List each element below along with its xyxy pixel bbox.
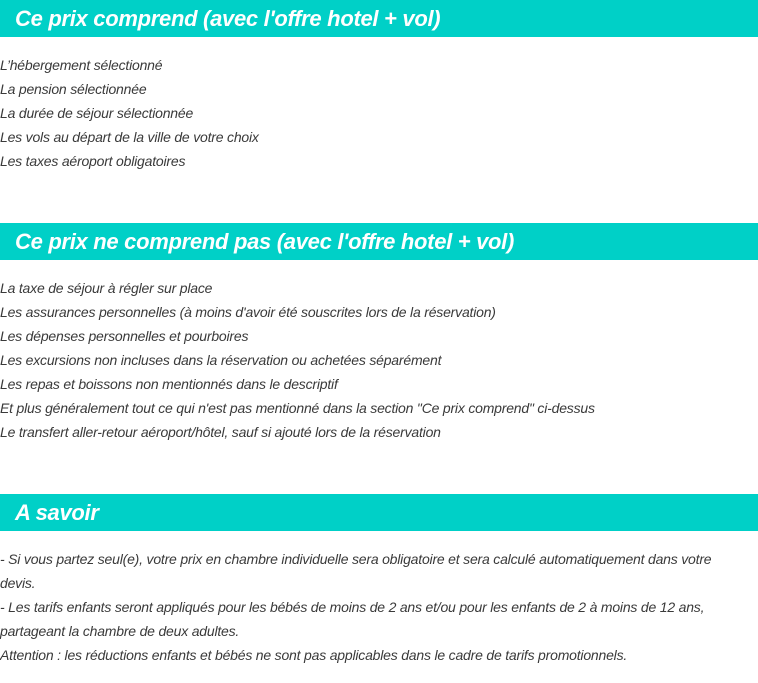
excluded-list [0, 276, 595, 444]
list-item: Les excursions non incluses dans la réservation ou achetées séparément [0, 352, 442, 368]
list-item: La durée de séjour sélectionnée [0, 105, 194, 121]
info-paragraph-children: - Les tarifs enfants seront appliqués pour les bébés de moins de 2 ans et/ou pour les enfants de 2 à moins de 12 ans, partageant la chambre de deux adultes. [0, 599, 705, 639]
list-item: L’hébergement sélectionné [0, 57, 163, 73]
list-item: Les taxes aéroport obligatoires [0, 153, 186, 169]
list-item: Les assurances personnelles (à moins d'avoir été souscrites lors de la réservation) [0, 304, 496, 320]
section-header-to-know [0, 494, 758, 531]
section-title-included: Ce prix comprend (avec l'offre hotel + vol) [15, 5, 441, 31]
section-title-to-know: A savoir [15, 499, 99, 525]
list-item: Les dépenses personnelles et pourboires [0, 328, 249, 344]
list-item: La taxe de séjour à régler sur place [0, 280, 213, 296]
included-list [0, 53, 259, 173]
section-header-excluded [0, 223, 758, 260]
section-title-excluded: Ce prix ne comprend pas (avec l'offre hotel + vol) [15, 228, 515, 254]
list-item: La pension sélectionnée [0, 81, 147, 97]
list-item: Le transfert aller-retour aéroport/hôtel, sauf si ajouté lors de la réservation [0, 424, 441, 440]
section-header-included [0, 0, 758, 37]
list-item: Les vols au départ de la ville de votre choix [0, 129, 259, 145]
to-know-content [0, 547, 750, 667]
list-item: Et plus généralement tout ce qui n'est pas mentionné dans la section "Ce prix comprend" ci-dessus [0, 400, 595, 416]
list-item: Les repas et boissons non mentionnés dans le descriptif [0, 376, 338, 392]
info-paragraph-attention: Attention : les réductions enfants et bébés ne sont pas applicables dans le cadre de tarifs promotionnels. [0, 647, 628, 663]
info-paragraph-solo: - Si vous partez seul(e), votre prix en chambre individuelle sera obligatoire et sera calculé automatiquement dans votre devis. [0, 551, 712, 591]
